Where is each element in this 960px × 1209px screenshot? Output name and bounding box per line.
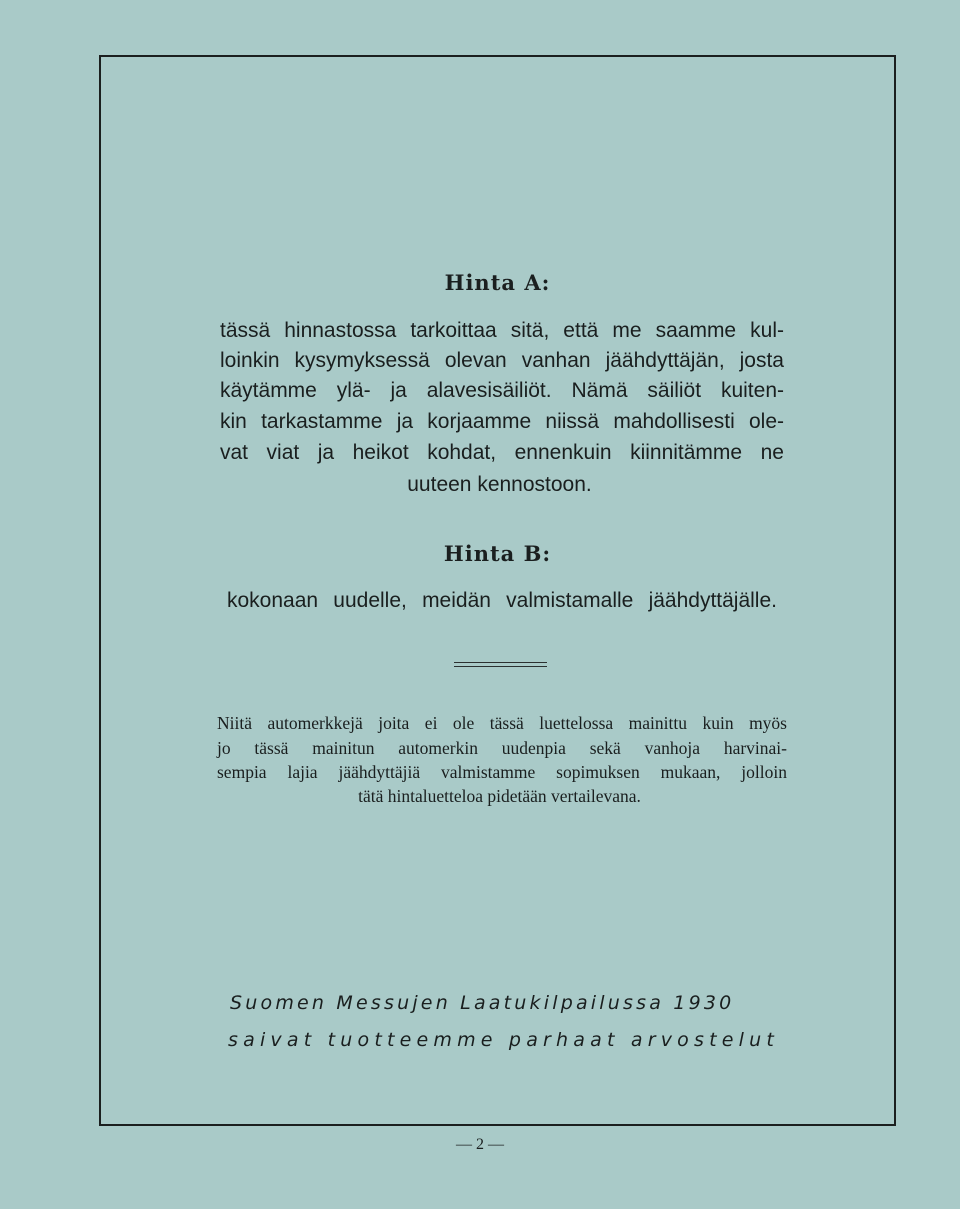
section-a-line-6: uuteen kennostoon.	[407, 473, 592, 496]
divider-rule-top	[454, 662, 547, 663]
divider-rule-bottom	[454, 666, 547, 667]
page-border	[99, 55, 896, 1126]
note-line-2: jo tässä mainitun automerkin uudenpia sekä vanhoja harvinai-	[217, 738, 787, 758]
heading-hinta-a: Hinta A:	[444, 270, 551, 295]
section-a-line-5: vat viat ja heikot kohdat, ennenkuin kiinnitämme ne	[220, 441, 784, 464]
note-line-4: tätä hintaluetteloa pidetään vertailevana.	[358, 786, 641, 806]
heading-hinta-b: Hinta B:	[443, 541, 552, 566]
award-line-1: Suomen Messujen Laatukilpailussa 1930	[230, 992, 735, 1014]
page-number: — 2 —	[456, 1136, 504, 1153]
section-a-line-4: kin tarkastamme ja korjaamme niissä mahdollisesti ole-	[220, 410, 784, 433]
note-line-3: sempia lajia jäähdyttäjiä valmistamme sopimuksen mukaan, jolloin	[217, 762, 787, 782]
award-line-2: saivat tuotteemme parhaat arvostelut	[228, 1029, 780, 1051]
note-line-1: Niitä automerkkejä joita ei ole tässä luettelossa mainittu kuin myös	[217, 713, 787, 733]
section-a-line-2: loinkin kysymyksessä olevan vanhan jäähdyttäjän, josta	[220, 349, 784, 372]
section-a-line-1: tässä hinnastossa tarkoittaa sitä, että me saamme kul-	[220, 319, 784, 342]
section-b-line: kokonaan uudelle, meidän valmistamalle jäähdyttäjälle.	[227, 589, 777, 612]
section-a-line-3: käytämme ylä- ja alavesisäiliöt. Nämä säiliöt kuiten-	[220, 379, 784, 402]
